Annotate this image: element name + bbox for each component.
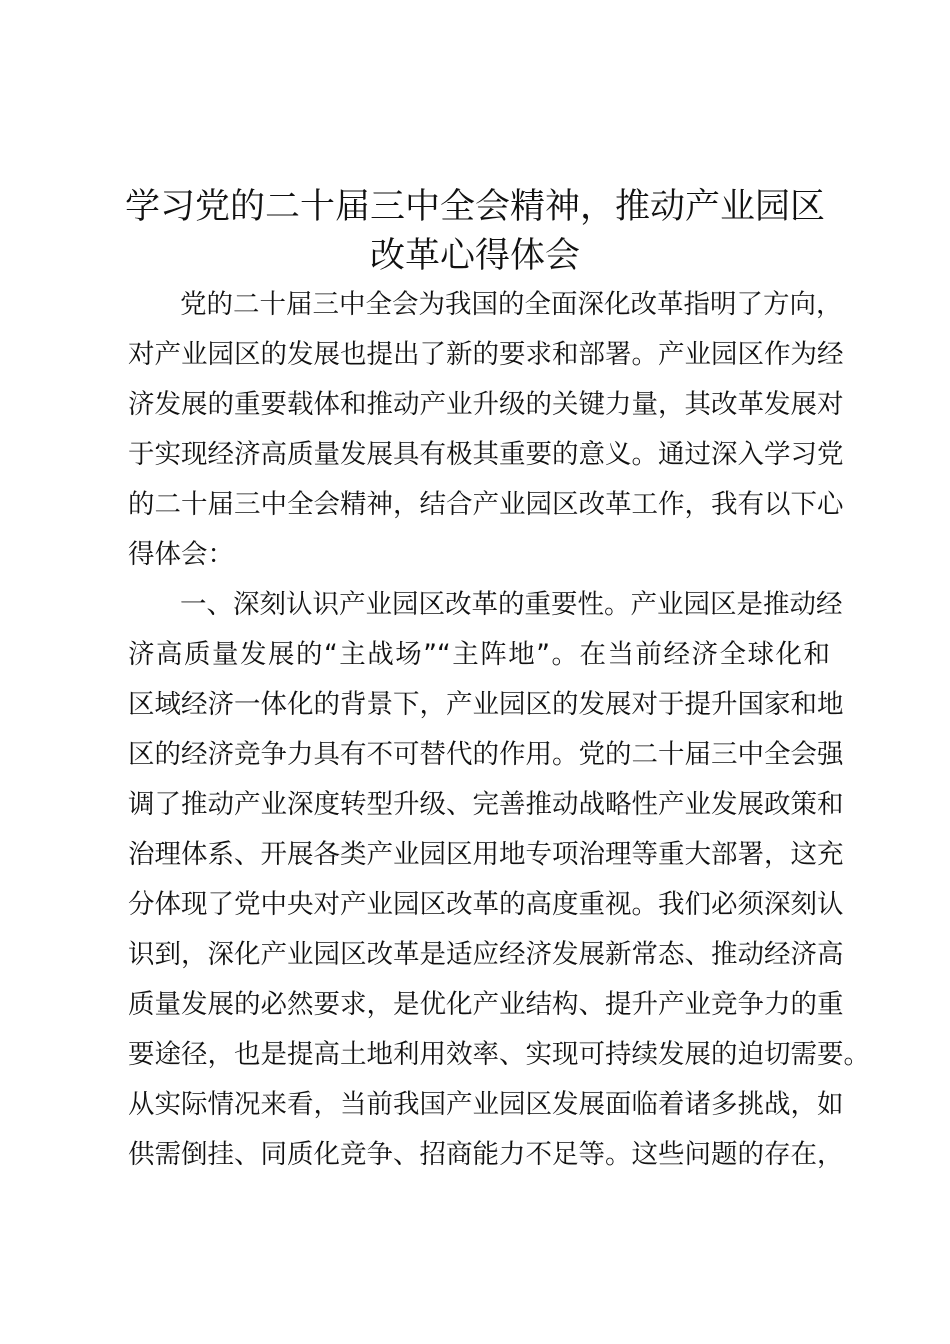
paragraph-1-line-6: 得体会： bbox=[128, 539, 234, 570]
paragraph-1-line-1: 党的二十届三中全会为我国的全面深化改革指明了方向， bbox=[180, 289, 843, 320]
paragraph-2-line-12: 供需倒挂、同质化竞争、招商能力不足等。这些问题的存在， bbox=[128, 1139, 844, 1170]
paragraph-2-line-6: 治理体系、开展各类产业园区用地专项治理等重大部署，这充 bbox=[128, 839, 844, 870]
paragraph-2-line-4: 区的经济竞争力具有不可替代的作用。党的二十届三中全会强 bbox=[128, 739, 844, 770]
paragraph-2-line-10: 要途径，也是提高土地利用效率、实现可持续发展的迫切需要。 bbox=[128, 1039, 870, 1070]
paragraph-2-line-11: 从实际情况来看，当前我国产业园区发展面临着诸多挑战，如 bbox=[128, 1089, 844, 1120]
paragraph-2-line-8: 识到，深化产业园区改革是适应经济发展新常态、推动经济高 bbox=[128, 939, 844, 970]
paragraph-1-line-2: 对产业园区的发展也提出了新的要求和部署。产业园区作为经 bbox=[128, 339, 844, 370]
paragraph-2-line-1: 一、深刻认识产业园区改革的重要性。产业园区是推动经 bbox=[180, 589, 843, 620]
paragraph-2-line-2: 济高质量发展的“主战场”“主阵地”。在当前经济全球化和 bbox=[128, 639, 830, 670]
document-title-line-1: 学习党的二十届三中全会精神，推动产业园区 bbox=[124, 187, 825, 227]
paragraph-1-line-3: 济发展的重要载体和推动产业升级的关键力量，其改革发展对 bbox=[128, 389, 844, 420]
paragraph-2-line-3: 区域经济一体化的背景下，产业园区的发展对于提升国家和地 bbox=[128, 689, 844, 720]
paragraph-2-line-5: 调了推动产业深度转型升级、完善推动战略性产业发展政策和 bbox=[128, 789, 844, 820]
paragraph-2-line-7: 分体现了党中央对产业园区改革的高度重视。我们必须深刻认 bbox=[128, 889, 844, 920]
paragraph-1-line-5: 的二十届三中全会精神，结合产业园区改革工作，我有以下心 bbox=[128, 489, 844, 520]
paragraph-2-line-9: 质量发展的必然要求，是优化产业结构、提升产业竞争力的重 bbox=[128, 989, 844, 1020]
paragraph-1-line-4: 于实现经济高质量发展具有极其重要的意义。通过深入学习党 bbox=[128, 439, 844, 470]
document-title-line-2: 改革心得体会 bbox=[369, 236, 580, 276]
